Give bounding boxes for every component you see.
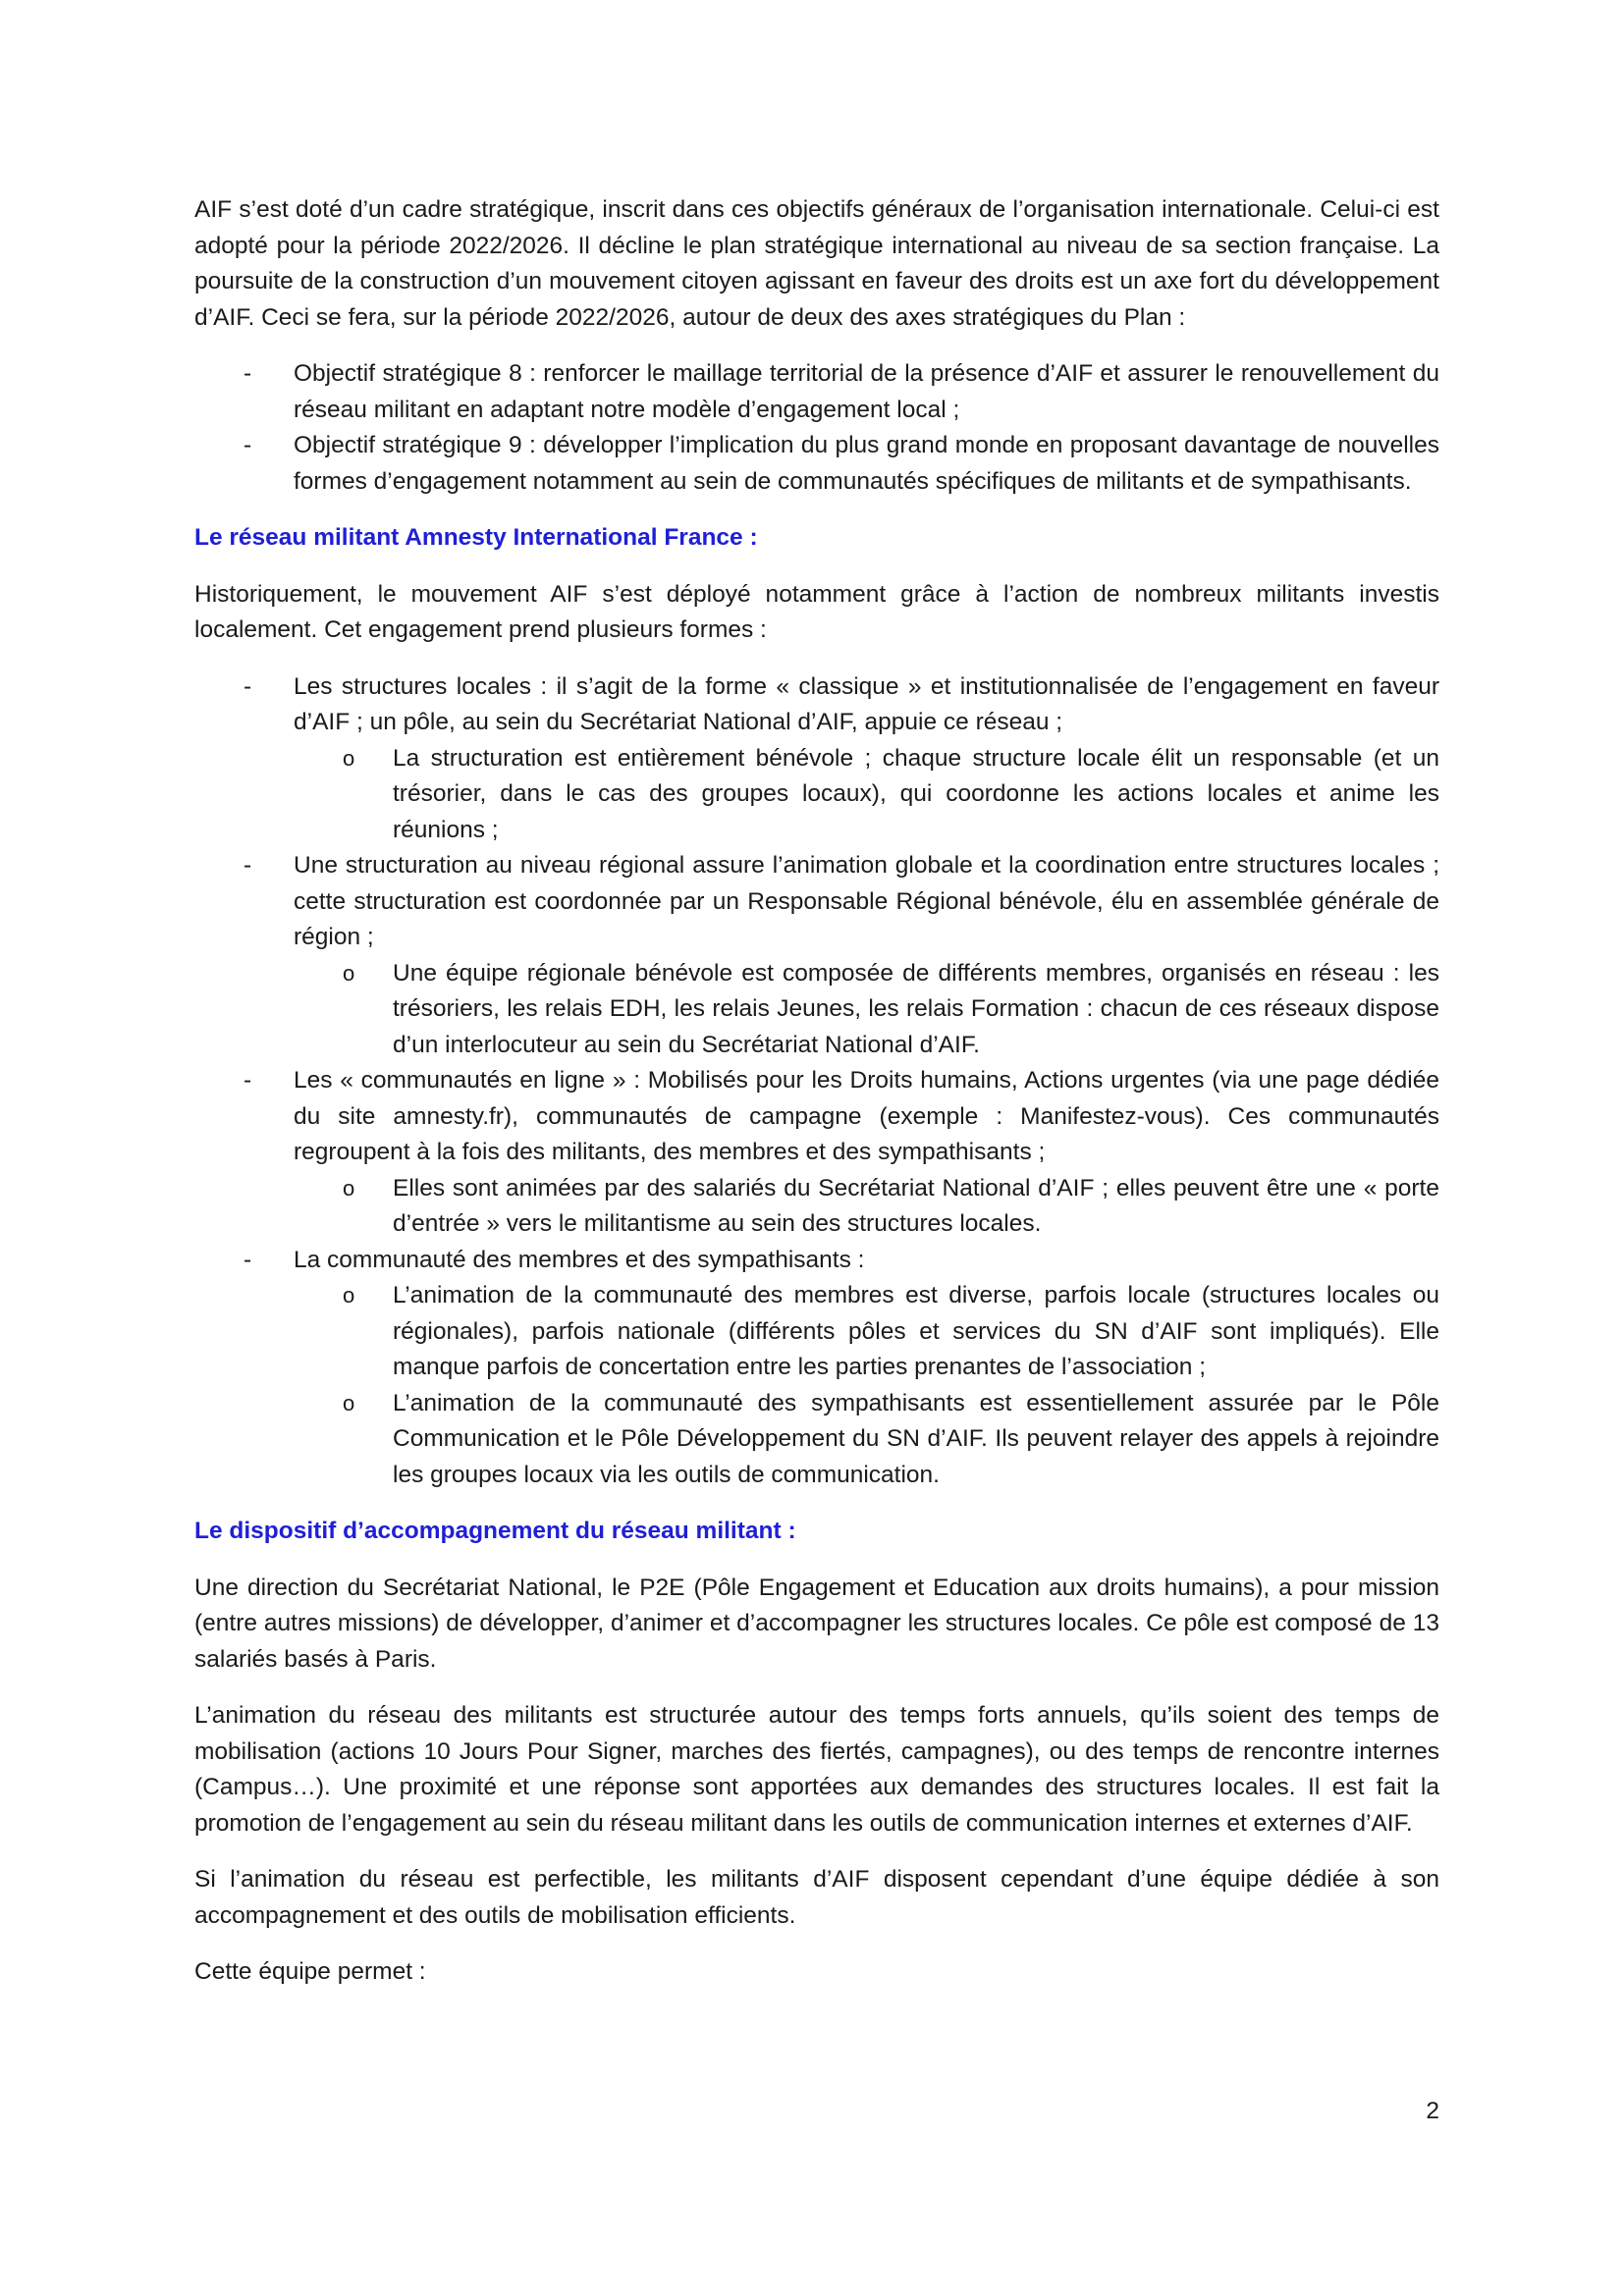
dash-bullet: - [244, 1246, 252, 1273]
sub-list-item [294, 1278, 1439, 1386]
section-heading-reseau-militant: Le réseau militant Amnesty International France : [194, 524, 758, 551]
section-heading-dispositif: Le dispositif d’accompagnement du réseau militant : [194, 1518, 796, 1544]
section1-intro-paragraph: Historiquement, le mouvement AIF s’est déployé notamment grâce à l’action de nombreux militants investis localement. Cet engagement prend plusieurs formes : [194, 580, 1439, 643]
dash-bullet: - [244, 672, 252, 700]
sub-list-item [294, 741, 1439, 849]
dash-bullet: - [244, 852, 252, 879]
sub-list-item [294, 956, 1439, 1064]
circle-bullet: o [343, 745, 355, 771]
sub-list [294, 1171, 1439, 1243]
sub-list-item [294, 1386, 1439, 1494]
list-item-communaute-membres [194, 1243, 1439, 1494]
sub-list-item-text: L’animation de la communauté des sympathisants est essentiellement assurée par le Pôle Communication et le Pôle Développement du SN d’AIF. Ils peuvent relayer des appels à rejoindre les groupes locaux via les outils de communication. [393, 1389, 1439, 1488]
circle-bullet: o [343, 960, 355, 986]
section2-paragraph: Une direction du Secrétariat National, le P2E (Pôle Engagement et Education aux droits humains), a pour mission (entre autres missions) de développer, d’animer et d’accompagner les structures locales. Ce pôle est composé de 13 salariés basés à Paris. [194, 1574, 1439, 1673]
dash-bullet: - [244, 432, 252, 458]
sub-list [294, 956, 1439, 1064]
sub-list [294, 1278, 1439, 1493]
circle-bullet: o [343, 1283, 355, 1308]
list-item-communautes-en-ligne [194, 1063, 1439, 1243]
circle-bullet: o [343, 1390, 355, 1415]
page-number: 2 [1426, 2098, 1439, 2124]
list-item-text: Les structures locales : il s’agit de la forme « classique » et institutionnalisée de l’engagement en faveur d’AIF ; un pôle, au sein du Secrétariat National d’AIF, appuie ce réseau ; [294, 672, 1439, 735]
circle-bullet: o [343, 1175, 355, 1201]
list-item-text: Une structuration au niveau régional assure l’animation globale et la coordination entre structures locales ; cette structuration est coordonnée par un Responsable Régional bénévole, élu en assemblée générale de région ; [294, 852, 1439, 950]
list-item-objective-8 [194, 356, 1439, 428]
sub-list-item-text: La structuration est entièrement bénévole ; chaque structure locale élit un responsable (et un trésorier, dans le cas des groupes locaux), qui coordonne les actions locales et anime les réunions ; [393, 744, 1439, 843]
sub-list [294, 741, 1439, 849]
sub-list-item-text: Elles sont animées par des salariés du Secrétariat National d’AIF ; elles peuvent être une « porte d’entrée » vers le militantisme au sein des structures locales. [393, 1174, 1439, 1237]
list-item-objective-9 [194, 428, 1439, 500]
list-item-structuration-regionale [194, 848, 1439, 1063]
section2-paragraph: L’animation du réseau des militants est structurée autour des temps forts annuels, qu’ils soient des temps de mobilisation (actions 10 Jours Pour Signer, marches des fiertés, campagnes), ou des temps de rencontre internes (Campus…). Une proximité et une réponse sont apportées aux demandes des structures locales. Il est fait la promotion de l’engagement au sein du réseau militant dans les outils de communication internes et externes d’AIF. [194, 1702, 1439, 1837]
sub-list-item [294, 1171, 1439, 1243]
intro-paragraph: AIF s’est doté d’un cadre stratégique, inscrit dans ces objectifs généraux de l’organisation internationale. Celui-ci est adopté pour la période 2022/2026. Il décline le plan stratégique international au niveau de sa section française. La poursuite de la construction d’un mouvement citoyen agissant en faveur des droits est un axe fort du développement d’AIF. Ceci se fera, sur la période 2022/2026, autour de deux des axes stratégiques du Plan : [194, 196, 1439, 331]
list-item-text: Objectif stratégique 8 : renforcer le maillage territorial de la présence d’AIF et assurer le renouvellement du réseau militant en adaptant notre modèle d’engagement local ; [294, 360, 1439, 423]
section2-paragraph: Cette équipe permet : [194, 1958, 426, 1985]
list-item-structures-locales [194, 669, 1439, 849]
list-item-text: La communauté des membres et des sympathisants : [294, 1246, 865, 1273]
document-page [194, 192, 1439, 2011]
list-item-text: Objectif stratégique 9 : développer l’implication du plus grand monde en proposant davantage de nouvelles formes d’engagement notamment au sein de communautés spécifiques de militants et de sympathisants. [294, 432, 1439, 495]
sub-list-item-text: Une équipe régionale bénévole est composée de différents membres, organisés en réseau : les trésoriers, les relais EDH, les relais Jeunes, les relais Formation : chacun de ces réseaux dispose d’un interlocuteur au sein du Secrétariat National d’AIF. [393, 959, 1439, 1058]
section2-paragraph: Si l’animation du réseau est perfectible, les militants d’AIF disposent cependant d’une équipe dédiée à son accompagnement et des outils de mobilisation efficients. [194, 1866, 1439, 1929]
dash-bullet: - [244, 1067, 252, 1094]
dash-bullet: - [244, 360, 252, 387]
sub-list-item-text: L’animation de la communauté des membres est diverse, parfois locale (structures locales ou régionales), parfois nationale (différents pôles et services du SN d’AIF sont impliqués). Elle manque parfois de concertation entre les parties prenantes de l’association ; [393, 1282, 1439, 1380]
objectives-list [194, 356, 1439, 500]
list-item-text: Les « communautés en ligne » : Mobilisés pour les Droits humains, Actions urgentes (via une page dédiée du site amnesty.fr), communautés de campagne (exemple : Manifestez-vous). Ces communautés regroupent à la fois des militants, des membres et des sympathisants ; [294, 1067, 1439, 1165]
engagement-forms-list [194, 669, 1439, 1494]
